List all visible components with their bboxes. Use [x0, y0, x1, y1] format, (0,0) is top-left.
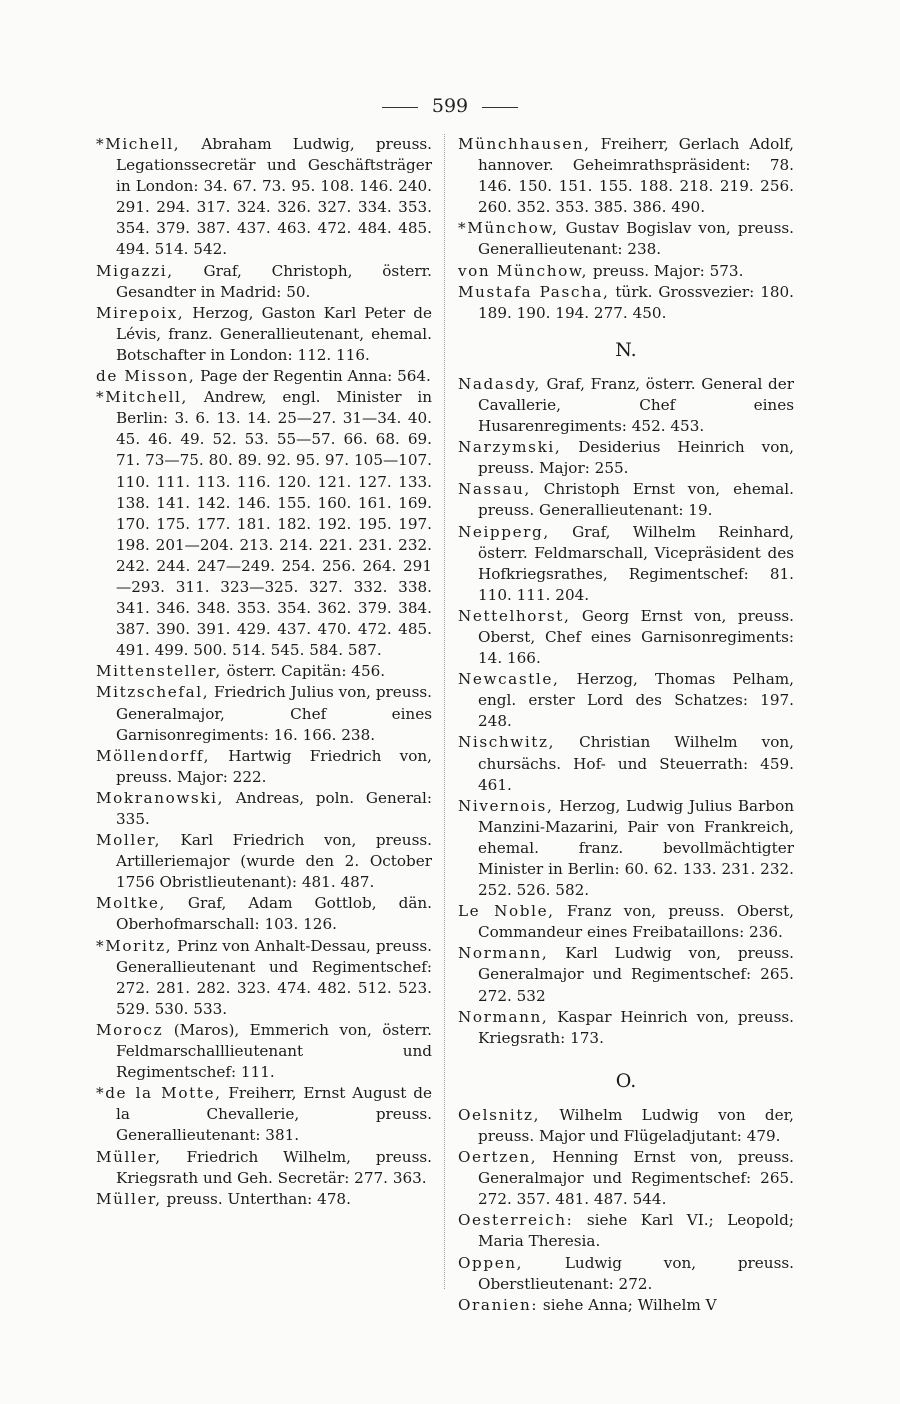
index-entry — [96, 366, 432, 387]
index-entry — [458, 479, 794, 521]
index-entry — [96, 788, 432, 830]
index-entry — [96, 387, 432, 661]
entry-headword: Oranien: — [458, 1295, 539, 1314]
index-column-right — [458, 134, 794, 1316]
index-entry — [458, 669, 794, 732]
index-entry — [458, 1253, 794, 1295]
page-header — [0, 94, 900, 118]
entry-headword: Mitzschefal, — [96, 683, 210, 702]
entry-text: Franz von, preuss. Oberst, Commandeur eines Freibataillons: 236. — [478, 902, 794, 942]
index-entry — [96, 830, 432, 893]
entry-headword: Oelsnitz, — [458, 1105, 541, 1124]
entry-text: preuss. Major: 573. — [588, 261, 744, 280]
entry-text: Ludwig von, preuss. Oberstlieutenant: 272. — [478, 1253, 794, 1293]
index-entry — [96, 661, 432, 682]
entry-text: Karl Friedrich von, preuss. Artilleriemajor (wurde den 2. October 1756 Obristlieutenant): 481. 487. — [116, 831, 432, 892]
entry-text: Hartwig Friedrich von, preuss. Major: 222. — [116, 746, 432, 786]
index-entry — [96, 1147, 432, 1189]
index-entry — [458, 796, 794, 901]
index-entry — [458, 901, 794, 943]
index-entry — [458, 1295, 794, 1316]
entry-headword: *Michell, — [96, 135, 181, 153]
entry-text: Desiderius Heinrich von, preuss. Major: 255. — [478, 438, 794, 478]
index-entry — [96, 134, 432, 261]
entry-headword: Nischwitz, — [458, 733, 556, 752]
entry-text: Andreas, poln. General: 335. — [116, 788, 432, 828]
entry-headword: Narzymski, — [458, 438, 562, 457]
entry-text: Friedrich Julius von, preuss. Generalmajor, Chef eines Garnisonregiments: 16. 166. 238. — [116, 683, 432, 744]
entry-headword: Normann, — [458, 944, 549, 963]
entry-headword: Migazzi, — [96, 261, 174, 280]
entry-headword: Oppen, — [458, 1253, 524, 1272]
entry-headword: de Misson, — [96, 367, 196, 386]
entry-text: Freiherr, Gerlach Adolf, hannover. Geheimrathspräsident: 78. 146. 150. 151. 155. 188. 218. 219. 256. 260. 352. 353. 385. 386. 490. — [478, 135, 794, 217]
column-divider — [444, 134, 445, 1289]
entry-text: Kaspar Heinrich von, preuss. Kriegsrath: 173. — [478, 1007, 794, 1047]
index-entry — [458, 943, 794, 1006]
entry-headword: Müller, — [96, 1147, 162, 1166]
entry-text: Georg Ernst von, preuss. Oberst, Chef eines Garnisonregiments: 14. 166. — [478, 606, 794, 668]
page-number: 599 — [431, 95, 469, 117]
entry-headword: Moller, — [96, 831, 162, 850]
entry-headword: *Moritz, — [96, 936, 173, 955]
index-entry — [458, 374, 794, 437]
entry-text: preuss. Unterthan: 478. — [161, 1189, 351, 1208]
index-entry — [458, 134, 794, 218]
index-entry — [458, 437, 794, 479]
entry-text: Prinz von Anhalt-Dessau, preuss. Generallieutenant und Regimentschef: 272. 281. 282. 323. 474. 482. 512. 523. 529. 530. 533. — [116, 936, 432, 1018]
index-entry — [96, 1083, 432, 1146]
entry-text: Friedrich Wilhelm, preuss. Kriegsrath und Geh. Secretär: 277. 363. — [116, 1147, 432, 1187]
header-rule-right — [482, 107, 518, 108]
entry-text: Graf, Christoph, österr. Gesandter in Madrid: 50. — [116, 261, 432, 301]
entry-headword: Newcastle, — [458, 670, 560, 689]
entry-text: Herzog, Ludwig Julius Barbon Manzini-Mazarini, Pair von Frankreich, ehemal. franz. bevollmächtigter Minister in Berlin: 60. 62. 133. 231. 232. 252. 526. 582. — [478, 796, 794, 900]
entry-headword: Nassau, — [458, 480, 531, 499]
entry-headword: Mittensteller, — [96, 662, 222, 681]
entry-headword: Nettelhorst, — [458, 606, 571, 625]
entry-text: Abraham Ludwig, preuss. Legationssecretär und Geschäftsträger in London: 34. 67. 73. 95. 108. 146. 240. 291. 294. 317. 324. 326. 327. 334. 353. 354. 379. 387. 437. 463. 472. 484. 485. 494. 514. 542. — [116, 135, 432, 259]
entry-headword: von Münchow, — [458, 261, 589, 280]
entry-text: Andrew, engl. Minister in Berlin: 3. 6. 13. 14. 25—27. 31—34. 40. 45. 46. 49. 52. 53. 55—57. 66. 68. 69. 71. 73—75. 80. 89. 92. 95. 97. 105—107. 110. 111. 113. 116. 120. 121. 127. 133. 138. 141. 142. 146. 155. 160. 161. 169. 170. 175. 177. 181. 182. 192. 195. 197. 198. 201—204. 213. 214. 221. 231. 232. 242. 244. 247—249. 254. 256. 264. 291—293. 311. 323—325. 327. 332. 338. 341. 346. 348. 353. 354. 362. 379. 384. 387. 390. 391. 429. 437. 470. 472. 485. 491. 499. 500. 514. 545. 584. 587. — [116, 388, 432, 660]
entry-headword: Müller, — [96, 1189, 162, 1208]
entry-headword: Möllendorff, — [96, 746, 211, 765]
index-entry — [458, 1105, 794, 1147]
entry-text: Page der Regentin Anna: 564. — [195, 367, 431, 386]
index-entry — [96, 893, 432, 935]
index-entry — [458, 606, 794, 669]
index-entry — [458, 1210, 794, 1252]
index-entry — [96, 746, 432, 788]
entry-text: Gustav Bogislav von, preuss. Generallieutenant: 238. — [478, 219, 794, 259]
index-entry — [458, 732, 794, 795]
entry-text: Henning Ernst von, preuss. Generalmajor und Regimentschef: 265. 272. 357. 481. 487. 544. — [478, 1148, 794, 1209]
entry-text: Christoph Ernst von, ehemal. preuss. Generallieutenant: 19. — [478, 480, 794, 520]
entry-text: Graf, Franz, österr. General der Cavallerie, Chef eines Husarenregiments: 452. 453. — [478, 374, 794, 436]
section-heading-o: O. — [615, 1069, 637, 1092]
index-entry — [96, 303, 432, 366]
entry-headword: Oesterreich: — [458, 1211, 574, 1230]
entries-o — [458, 1105, 794, 1316]
entry-headword: Oertzen, — [458, 1148, 538, 1167]
index-entry — [458, 261, 794, 282]
entry-text: Herzog, Gaston Karl Peter de Lévis, franz. Generallieutenant, ehemal. Botschafter in London: 112. 116. — [116, 303, 432, 364]
entry-text: Freiherr, Ernst August de la Chevallerie, preuss. Generallieutenant: 381. — [116, 1084, 432, 1145]
section-gap — [458, 1049, 794, 1055]
entry-text: siehe Karl VI.; Leopold; Maria Theresia. — [478, 1211, 794, 1251]
index-entry — [458, 282, 794, 324]
entry-headword: Mokranowski, — [96, 788, 225, 807]
section-heading-n: N. — [615, 338, 637, 361]
entry-headword: Morocz — [96, 1020, 164, 1039]
index-entry — [96, 1020, 432, 1083]
header-rule-left — [382, 107, 418, 108]
entry-headword: *de la Motte, — [96, 1084, 222, 1103]
entry-text: Graf, Wilhelm Reinhard, österr. Feldmarschall, Vicepräsident des Hofkriegsrathes, Regimentschef: 81. 110. 111. 204. — [478, 522, 794, 604]
entry-headword: *Mitchell, — [96, 388, 188, 407]
entry-text: (Maros), Emmerich von, österr. Feldmarschalllieutenant und Regimentschef: 111. — [116, 1020, 432, 1082]
entries-m-continued — [458, 134, 794, 324]
entry-text: türk. Grossvezier: 180. 189. 190. 194. 277. 450. — [478, 282, 795, 322]
entry-text: Herzog, Thomas Pelham, engl. erster Lord des Schatzes: 197. 248. — [478, 670, 794, 731]
entry-text: Graf, Adam Gottlob, dän. Oberhofmarschall: 103. 126. — [116, 894, 432, 934]
entry-headword: Neipperg, — [458, 522, 550, 541]
index-entry — [96, 682, 432, 745]
entry-text: siehe Anna; Wilhelm V — [538, 1295, 717, 1314]
entry-headword: Nivernois, — [458, 796, 554, 815]
index-entry — [458, 1007, 794, 1049]
index-entry — [458, 1147, 794, 1210]
entry-text: Wilhelm Ludwig von der, preuss. Major und Flügeladjutant: 479. — [478, 1105, 794, 1145]
entry-headword: Mustafa Pascha, — [458, 282, 610, 301]
entry-headword: *Münchow, — [458, 219, 559, 238]
entry-headword: Mirepoix, — [96, 303, 185, 322]
entries-n — [458, 374, 794, 1049]
entry-headword: Le Noble, — [458, 902, 555, 921]
index-entry — [96, 261, 432, 303]
index-entry — [96, 936, 432, 1020]
entry-text: Karl Ludwig von, preuss. Generalmajor und Regimentschef: 265. 272. 532 — [478, 944, 794, 1005]
entry-headword: Moltke, — [96, 894, 166, 913]
entry-headword: Nadasdy, — [458, 374, 541, 393]
entry-headword: Münchhausen, — [458, 135, 591, 153]
entry-text: österr. Capitän: 456. — [221, 662, 386, 681]
entry-text: Christian Wilhelm von, chursächs. Hof- und Steuerrath: 459. 461. — [478, 733, 794, 794]
index-entry — [458, 522, 794, 606]
index-entry — [458, 218, 794, 260]
index-entry — [96, 1189, 432, 1210]
index-column-left — [96, 134, 432, 1210]
entry-headword: Normann, — [458, 1007, 549, 1026]
